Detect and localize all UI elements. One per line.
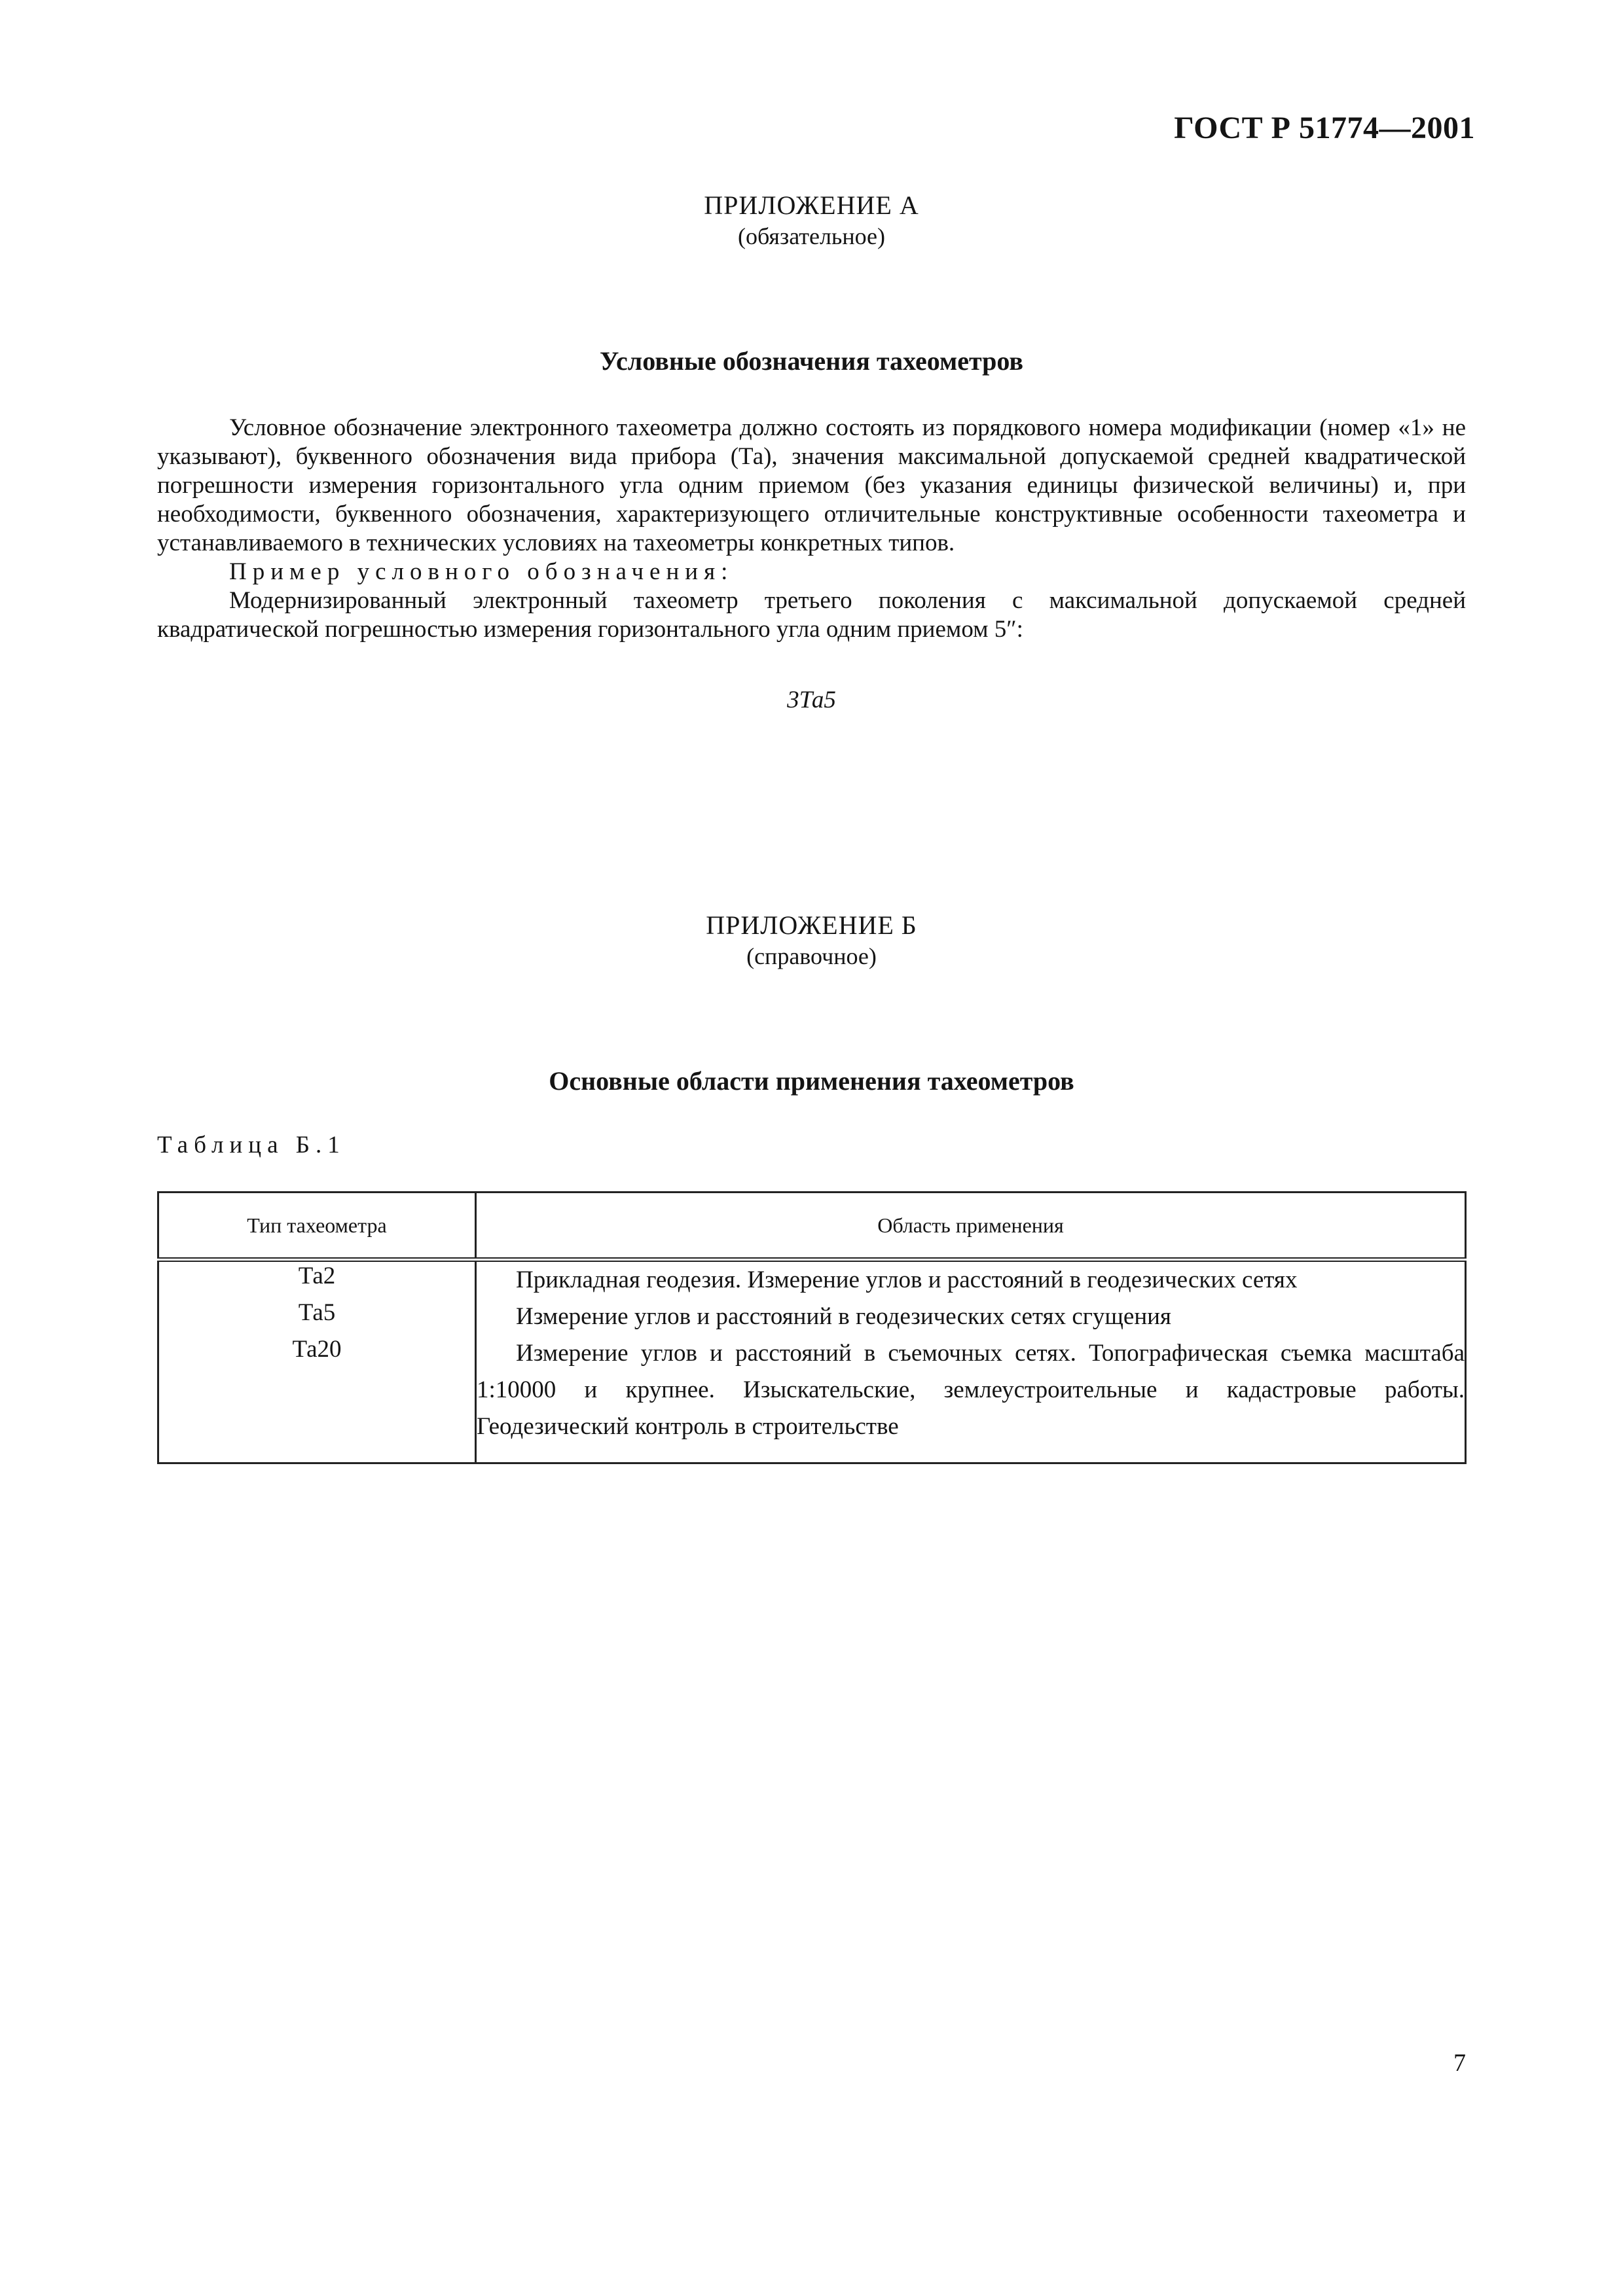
annex-a-title: ПРИЛОЖЕНИЕ А bbox=[704, 190, 919, 220]
header-area: Область применения bbox=[476, 1193, 1466, 1260]
example-text: Модернизированный электронный тахеометр третьего поколения с максимальной допускаемой средней квадратической погрешностью измерения горизонтального угла одним приемом 5″: bbox=[157, 587, 1466, 643]
row-area bbox=[476, 1335, 1466, 1463]
row-type: Та20 bbox=[158, 1335, 476, 1463]
page-number: 7 bbox=[1453, 2049, 1466, 2077]
header-type: Тип тахеометра bbox=[158, 1193, 476, 1260]
table-row bbox=[158, 1299, 1466, 1335]
document-code: ГОСТ Р 51774—2001 bbox=[1174, 111, 1475, 145]
designation-example: 3Та5 bbox=[787, 687, 836, 713]
row-area bbox=[476, 1260, 1466, 1299]
row-type: Та5 bbox=[158, 1299, 476, 1335]
table-row bbox=[158, 1335, 1466, 1463]
table-header-row bbox=[158, 1193, 1466, 1260]
annex-a-body bbox=[157, 414, 1466, 644]
table-caption: Таблица Б.1 bbox=[157, 1132, 346, 1158]
applications-table bbox=[157, 1191, 1467, 1464]
annex-a-paragraph: Условное обозначение электронного тахеометра должно состоять из порядкового номера модификации (номер «1» не указывают), буквенного обозначения вида прибора (Та), значения максимальной допускаемой средней квадратической погрешности измерения горизонтального угла одним приемом (без указания единицы физической величины) и, при необходимости, буквенного обозначения, характеризующего отличительные конструктивные особенности тахеометра и устанавливаемого в технических условиях на тахеометры конкретных типов. bbox=[157, 414, 1466, 556]
annex-a-status: (обязательное) bbox=[738, 223, 885, 249]
row-area-text: Измерение углов и расстояний в съемочных сетях. Топографическая съемка масштаба 1:10000 и крупнее. Изыскательские, землеустроительные и кадастровые работы. Геодезический контроль в строительстве bbox=[477, 1340, 1465, 1440]
row-area-text: Измерение углов и расстояний в геодезических сетях сгущения bbox=[516, 1303, 1171, 1330]
example-label: Пример условного обозначения: bbox=[229, 558, 734, 585]
row-area-text: Прикладная геодезия. Измерение углов и расстояний в геодезических сетях bbox=[516, 1266, 1298, 1293]
table-row bbox=[158, 1260, 1466, 1299]
annex-b-heading: Основные области применения тахеометров bbox=[549, 1066, 1074, 1096]
row-type: Та2 bbox=[158, 1260, 476, 1299]
annex-b-status: (справочное) bbox=[746, 943, 877, 969]
row-area bbox=[476, 1299, 1466, 1335]
annex-b-title: ПРИЛОЖЕНИЕ Б bbox=[706, 910, 917, 940]
annex-a-heading: Условные обозначения тахеометров bbox=[599, 346, 1024, 376]
